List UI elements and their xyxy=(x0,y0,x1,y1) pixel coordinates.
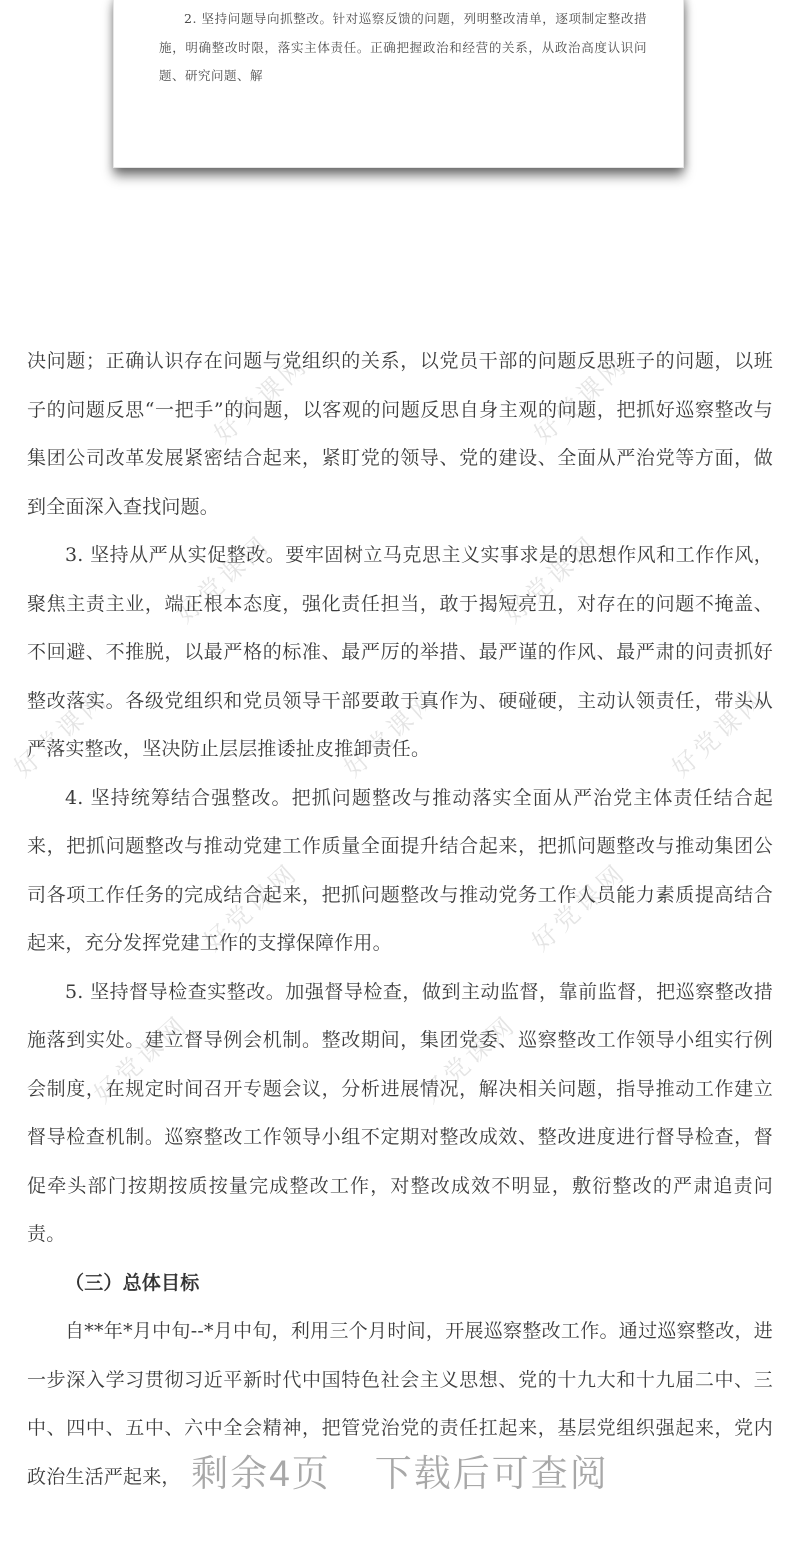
watermark-text: 好党课网 xyxy=(198,857,304,957)
paragraph: 4. 坚持统筹结合强整改。把抓问题整改与推动落实全面从严治党主体责任结合起来，把抓问题整改与推动党建工作质量全面提升结合起来，把抓问题整改与推动集团公司各项工作任务的完成结合起来，把抓问题整改与推动党务工作人员能力素质提高结合起来，充分发挥党建工作的支撑保障作用。 xyxy=(27,786,773,954)
watermark-text: 好党课网 xyxy=(338,683,444,783)
watermark-text: 好党课网 xyxy=(666,683,772,783)
download-hint-label: 下载后可查阅 xyxy=(374,1453,609,1494)
watermark-text: 好党课网 xyxy=(416,1009,522,1109)
paragraph: 自**年*月中旬--*月中旬，利用三个月时间，开展巡察整改工作。通过巡察整改，进一步深入学习贯彻习近平新时代中国特色社会主义思想、党的十九大和十九届二中、三中、四中、五中、六中全会精神，把管党治党的责任扛起来，基层党组织强起来，党内政治生活严起来， xyxy=(27,1320,773,1488)
watermark-text: 好党课网 xyxy=(8,683,114,783)
preview-card-text: 2. 坚持问题导向抓整改。针对巡察反馈的问题，列明整改清单，逐项制定整改措施，明确整改时限，落实主体责任。正确把握政治和经营的关系，从政治高度认识问题、研究问题、解 xyxy=(159,11,647,83)
remaining-pages-label: 剩余4页 xyxy=(191,1453,331,1494)
footer-note xyxy=(0,1452,800,1496)
watermark-text: 好党课网 xyxy=(170,529,276,629)
section-heading: （三）总体目标 xyxy=(65,1271,200,1294)
page-preview-card xyxy=(113,0,684,168)
paragraph: 3. 坚持从严从实促整改。要牢固树立马克思主义实事求是的思想作风和工作作风，聚焦主责主业，端正根本态度，强化责任担当，敢于揭短亮丑，对存在的问题不掩盖、不回避、不推脱，以最严格的标准、最严厉的举措、最严谨的作风、最严肃的问责抓好整改落实。各级党组织和党员领导干部要敢于真作为、硬碰硬，主动认领责任，带头从严落实整改，坚决防止层层推诿扯皮推卸责任。 xyxy=(27,544,773,760)
watermark-text: 好党课网 xyxy=(88,1009,194,1109)
paragraph: 决问题；正确认识存在问题与党组织的关系，以党员干部的问题反思班子的问题，以班子的问题反思“一把手”的问题，以客观的问题反思自身主观的问题，把抓好巡察整改与集团公司改革发展紧密结合起来，紧盯党的领导、党的建设、全面从严治党等方面，做到全面深入查找问题。 xyxy=(27,350,773,518)
watermark-text: 好党课网 xyxy=(208,349,314,449)
watermark-text: 好党课网 xyxy=(528,349,634,449)
paragraph: 5. 坚持督导检查实整改。加强督导检查，做到主动监督，靠前监督，把巡察整改措施落到实处。建立督导例会机制。整改期间，集团党委、巡察整改工作领导小组实行例会制度，在规定时间召开专题会议，分析进展情况，解决相关问题，指导推动工作建立督导检查机制。巡察整改工作领导小组不定期对整改成效、整改进度进行督导检查，督促牵头部门按期按质按量完成整改工作，对整改成效不明显，敷衍整改的严肃追责问责。 xyxy=(27,980,773,1245)
watermark-text: 好党课网 xyxy=(526,857,632,957)
document-body xyxy=(27,337,773,1501)
watermark-text: 好党课网 xyxy=(498,529,604,629)
